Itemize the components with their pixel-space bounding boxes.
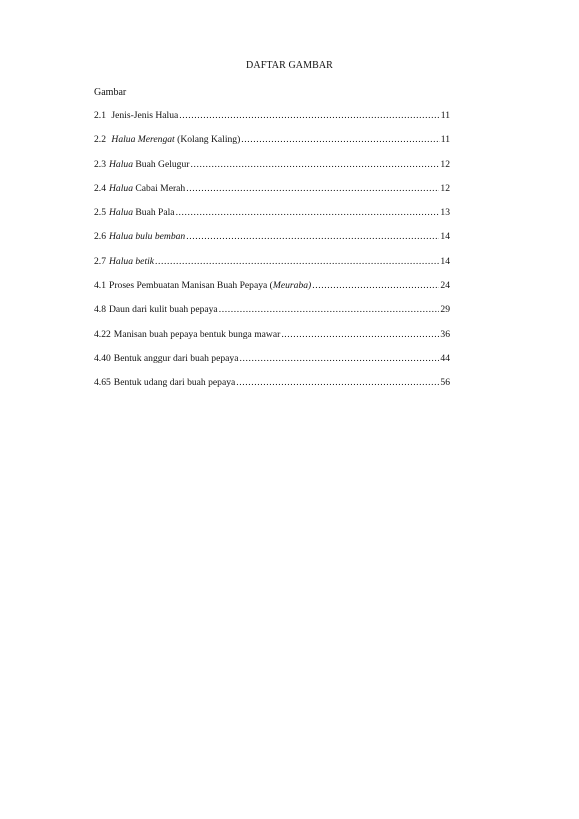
figure-title-part: Halua bulu bemban bbox=[109, 231, 186, 243]
figure-title-part: Manisan buah pepaya bentuk bunga mawar bbox=[113, 328, 281, 340]
figure-number: 2.1 bbox=[94, 110, 106, 121]
figure-entry bbox=[94, 377, 450, 401]
figure-entry bbox=[94, 304, 450, 328]
dot-leader bbox=[176, 207, 440, 219]
figure-list bbox=[94, 110, 450, 402]
page-title: DAFTAR GAMBAR bbox=[246, 60, 333, 71]
figure-entry bbox=[94, 207, 450, 231]
page-number: 24 bbox=[440, 280, 450, 292]
figure-title-part: Buah Pala bbox=[132, 207, 175, 219]
page-number: 44 bbox=[440, 352, 450, 364]
dot-leader bbox=[186, 231, 439, 243]
dot-leader bbox=[186, 183, 439, 195]
figure-number: 2.5 bbox=[94, 207, 106, 219]
figure-entry bbox=[94, 183, 450, 207]
figure-entry-title bbox=[94, 110, 178, 122]
figure-title-part: Halua bbox=[109, 207, 133, 219]
figure-title-part: Bentuk udang dari buah pepaya bbox=[113, 377, 236, 389]
page-number: 56 bbox=[440, 377, 450, 389]
figure-entry bbox=[94, 159, 450, 183]
dot-leader bbox=[312, 280, 439, 292]
figure-title-part: Buah Gelugur bbox=[132, 158, 190, 170]
figure-entry bbox=[94, 231, 450, 255]
figure-title-part: (Kolang Kaling) bbox=[174, 134, 241, 146]
figure-title-part: Bentuk anggur dari buah pepaya bbox=[113, 352, 239, 364]
figure-entry-title bbox=[94, 134, 240, 146]
figure-entry-title bbox=[94, 231, 185, 243]
figure-entry-title bbox=[94, 159, 189, 171]
figure-entry bbox=[94, 280, 450, 304]
figure-number: 2.6 bbox=[94, 231, 106, 243]
figure-number: 4.1 bbox=[94, 280, 106, 292]
figure-title-part: Jenis-Jenis Halua bbox=[109, 110, 179, 121]
figure-number: 2.7 bbox=[94, 255, 106, 267]
figure-number: 4.22 bbox=[94, 328, 111, 340]
figure-title-part: Meuraba) bbox=[272, 280, 312, 292]
page-number: 12 bbox=[440, 182, 450, 194]
figure-entry bbox=[94, 353, 450, 377]
figure-title-part: Halua betik bbox=[109, 255, 155, 267]
figure-entry-title bbox=[94, 183, 185, 195]
figure-title-part: Proses Pembuatan Manisan Buah Pepaya ( bbox=[109, 280, 273, 292]
figure-entry bbox=[94, 329, 450, 353]
figure-title-part: Halua Merengat bbox=[109, 134, 175, 146]
dot-leader bbox=[239, 353, 439, 365]
dot-leader bbox=[179, 110, 439, 122]
figure-number: 4.65 bbox=[94, 377, 111, 389]
figure-title-part: Halua bbox=[109, 182, 133, 194]
figure-entry-title bbox=[94, 207, 175, 219]
dot-leader bbox=[155, 256, 439, 268]
figure-entry-title bbox=[94, 353, 238, 365]
page-number: 14 bbox=[440, 255, 450, 267]
figure-entry-title bbox=[94, 329, 280, 341]
figure-title-part: Cabai Merah bbox=[132, 182, 186, 194]
page-number: 29 bbox=[440, 304, 450, 316]
figure-title-part: Halua bbox=[109, 158, 133, 170]
figure-entry-title bbox=[94, 304, 218, 316]
column-label: Gambar bbox=[94, 87, 127, 98]
page-number: 14 bbox=[440, 231, 450, 243]
figure-entry bbox=[94, 256, 450, 280]
figure-title-part: Daun dari kulit buah pepaya bbox=[109, 304, 218, 316]
page-number: 11 bbox=[440, 134, 450, 146]
dot-leader bbox=[236, 377, 439, 389]
figure-number: 4.8 bbox=[94, 304, 106, 316]
dot-leader bbox=[190, 159, 439, 171]
page-number: 13 bbox=[440, 207, 450, 219]
figure-number: 2.3 bbox=[94, 158, 106, 170]
figure-entry bbox=[94, 110, 450, 134]
figure-number: 2.2 bbox=[94, 134, 106, 146]
figure-entry-title bbox=[94, 280, 311, 292]
figure-number: 4.40 bbox=[94, 352, 111, 364]
dot-leader bbox=[219, 304, 440, 316]
page-number: 36 bbox=[440, 328, 450, 340]
page-number: 11 bbox=[440, 110, 450, 121]
figure-entry-title bbox=[94, 256, 154, 268]
dot-leader bbox=[281, 329, 439, 341]
dot-leader bbox=[241, 134, 439, 146]
figure-entry bbox=[94, 134, 450, 158]
page-number: 12 bbox=[440, 158, 450, 170]
figure-entry-title bbox=[94, 377, 235, 389]
figure-number: 2.4 bbox=[94, 182, 106, 194]
